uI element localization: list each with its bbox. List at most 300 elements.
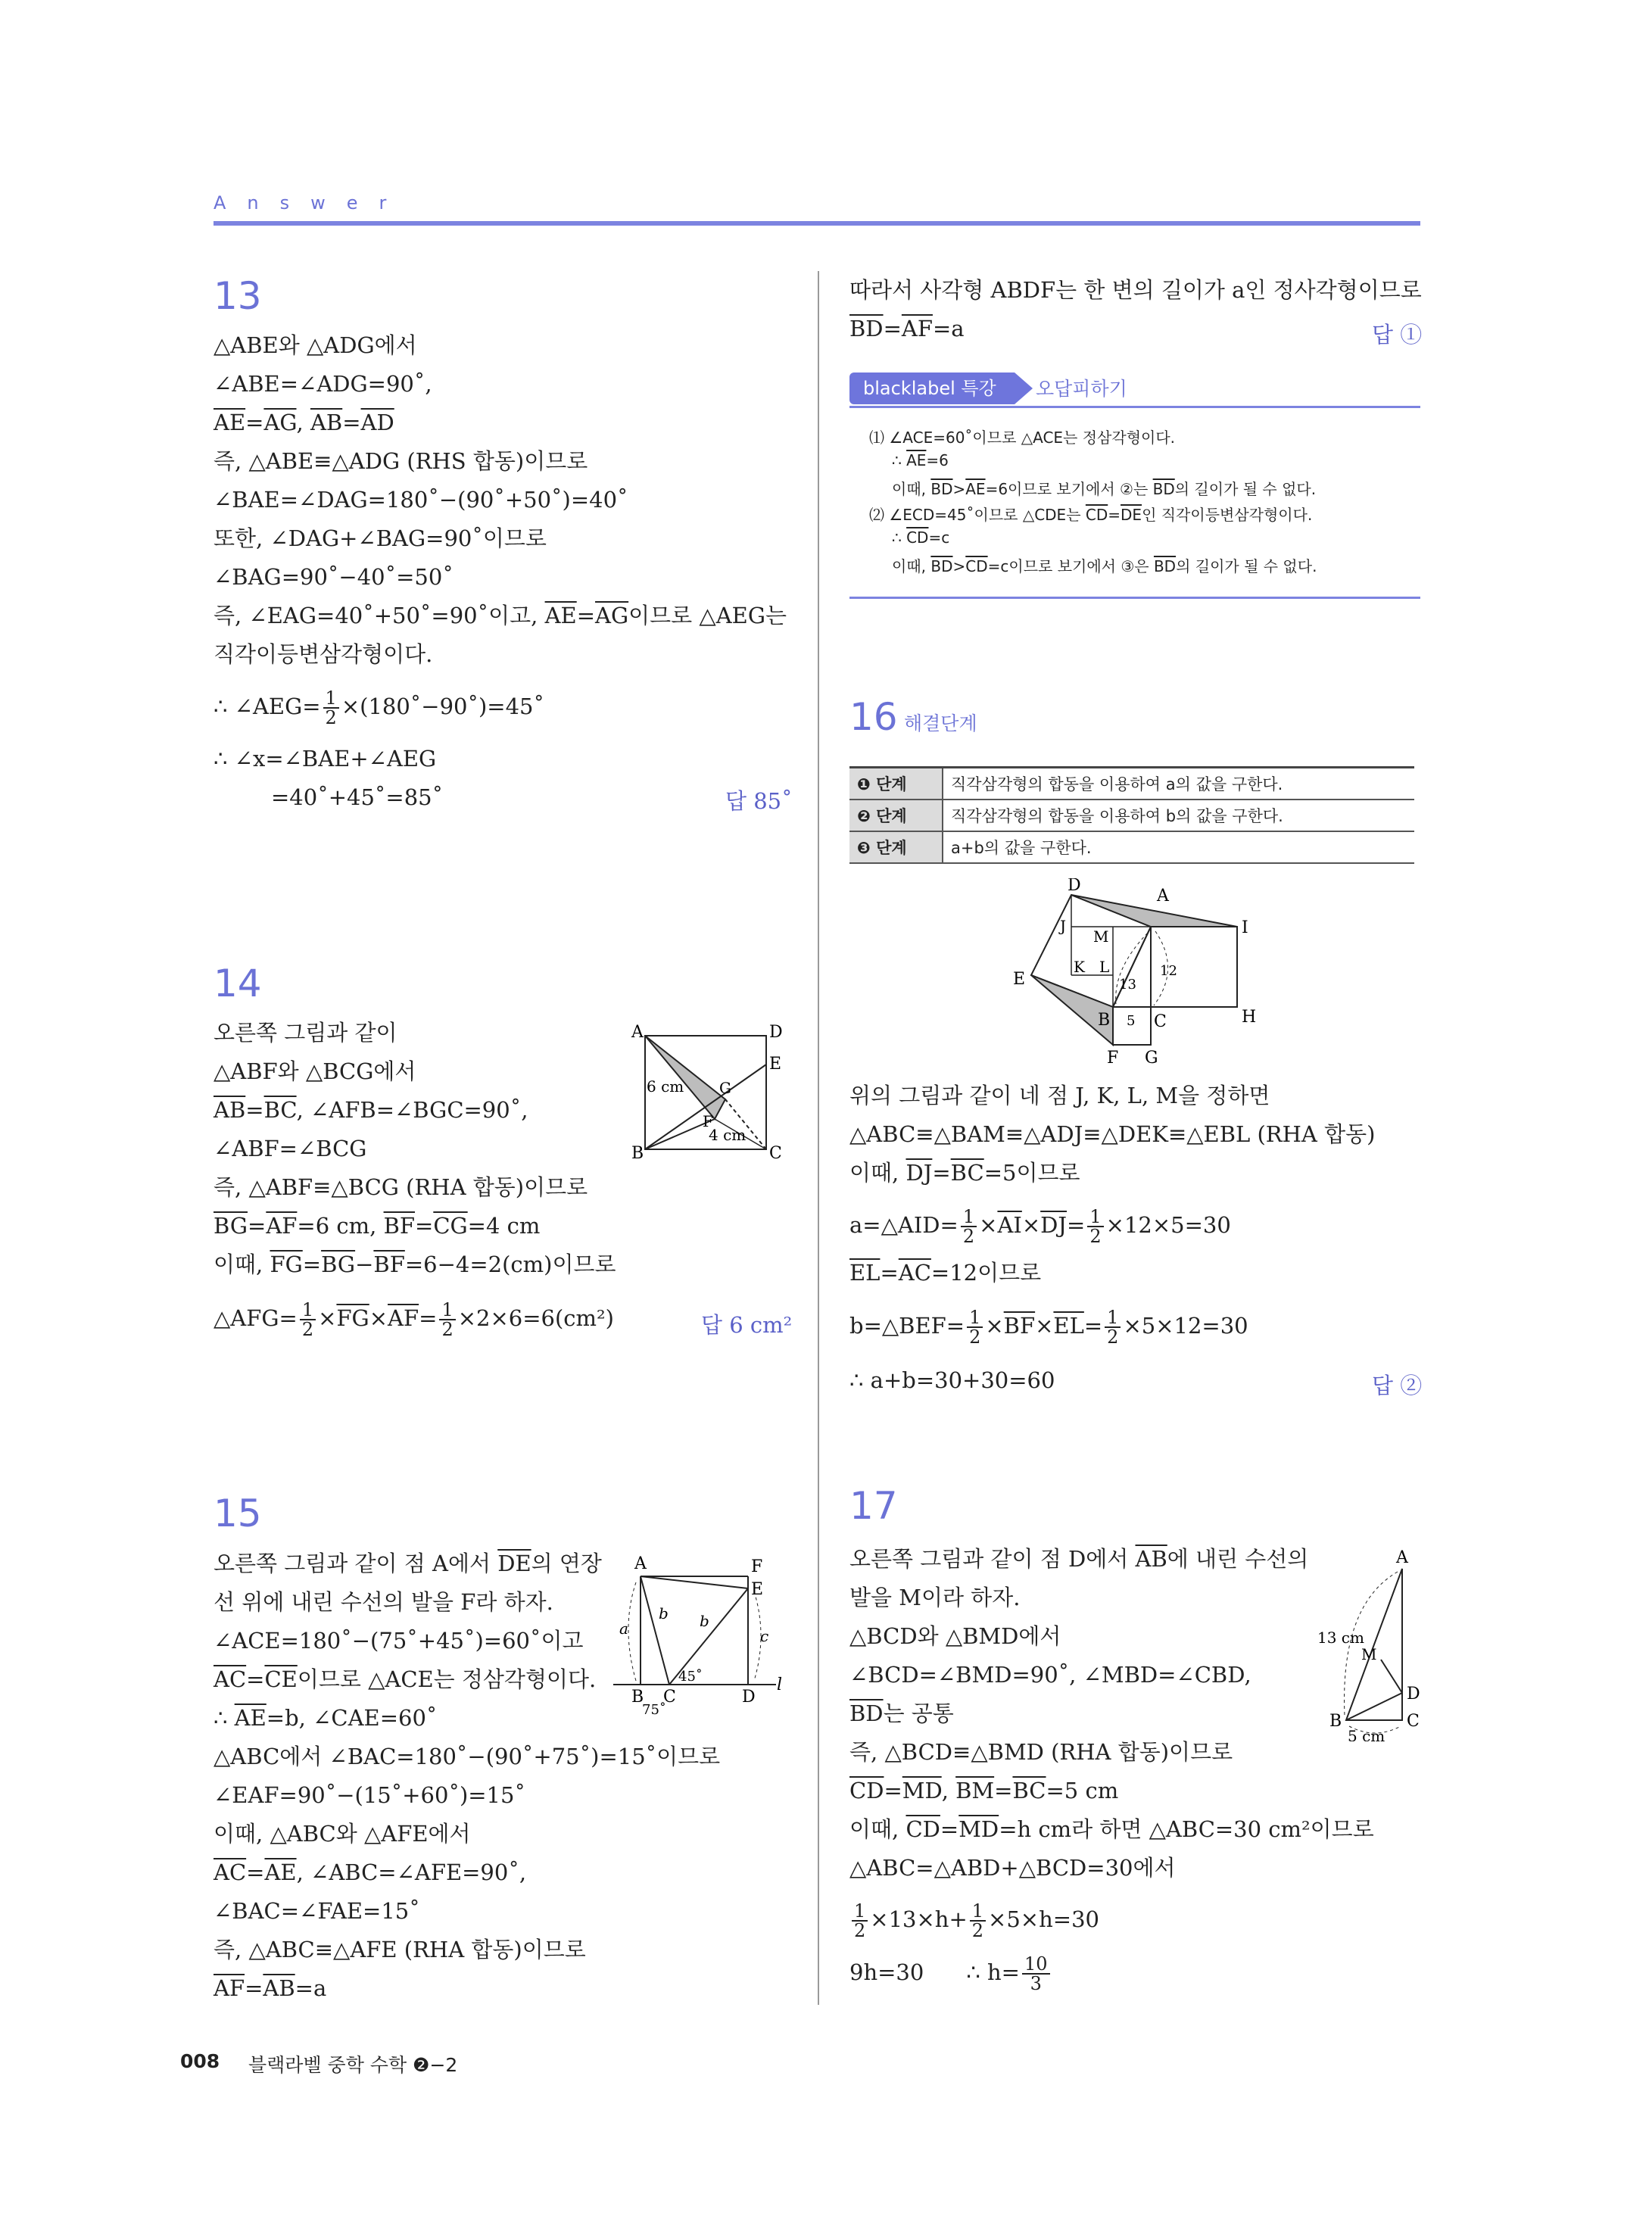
p13-line: ∠ABE=∠ADG=90˚, bbox=[214, 371, 432, 397]
text: =a bbox=[932, 316, 965, 341]
fraction bbox=[300, 1301, 316, 1339]
segment: $\overline{BD}$ bbox=[1152, 480, 1175, 498]
text: × bbox=[1035, 1313, 1054, 1339]
text: a=△AID= bbox=[849, 1212, 958, 1238]
label-a: A bbox=[1157, 887, 1169, 906]
segment: $\overline{AF}$ bbox=[214, 1975, 245, 2001]
segment: $\overline{DJ}$ bbox=[1040, 1212, 1068, 1238]
numerator: 1 bbox=[1087, 1208, 1103, 1227]
segment: $\overline{AE}$ bbox=[234, 1705, 267, 1731]
tab-arrow bbox=[1015, 372, 1033, 404]
text: 이때, bbox=[892, 557, 931, 575]
p15-line: 선 위에 내린 수선의 발을 F라 하자. bbox=[214, 1589, 553, 1615]
p16-line: ∴ a+b=30+30=60 bbox=[849, 1367, 1055, 1393]
numerator: 1 bbox=[852, 1902, 868, 1922]
tip-rule-top bbox=[849, 406, 1420, 408]
text: ∴ bbox=[214, 1705, 235, 1731]
text: b=△BEF= bbox=[849, 1313, 965, 1339]
p17-line: 즉, △BCD≡△BMD (RHA 합동)이므로 bbox=[849, 1739, 1233, 1765]
segment: $\overline{AB}$ bbox=[1135, 1546, 1167, 1572]
text: × bbox=[979, 1212, 998, 1238]
text: 9h=30 bbox=[849, 1959, 924, 1985]
segment: $\overline{BC}$ bbox=[950, 1160, 984, 1186]
segment: $\overline{BF}$ bbox=[383, 1213, 415, 1239]
fraction bbox=[961, 1208, 977, 1245]
text: 의 길이가 될 수 없다. bbox=[1176, 557, 1317, 575]
label-f: F bbox=[703, 1112, 713, 1130]
text: = bbox=[415, 1213, 434, 1239]
label-j: J bbox=[1060, 917, 1067, 935]
p17-line bbox=[849, 1699, 954, 1728]
text: = bbox=[248, 1213, 267, 1239]
label-5: 5 bbox=[1127, 1013, 1136, 1029]
label-g: G bbox=[1145, 1049, 1158, 1068]
label-4cm: 4 cm bbox=[709, 1126, 747, 1144]
p13-line: △ABE와 △ADG에서 bbox=[214, 332, 417, 358]
text: 오른쪽 그림과 같이 점 D에서 bbox=[849, 1546, 1136, 1572]
p15-line bbox=[214, 1549, 602, 1578]
segment: $\overline{EL}$ bbox=[1053, 1313, 1084, 1339]
p14-line bbox=[214, 1301, 614, 1339]
text: 이므로 △AEG는 bbox=[628, 603, 787, 628]
segment: $\overline{AB}$ bbox=[310, 410, 343, 435]
p15-line: 즉, △ABC≡△AFE (RHA 합동)이므로 bbox=[214, 1937, 586, 1962]
segment: $\overline{MD}$ bbox=[902, 1778, 942, 1803]
text: 이때, bbox=[849, 1816, 906, 1842]
segment: $\overline{DE}$ bbox=[497, 1551, 531, 1576]
text: = bbox=[940, 1816, 959, 1842]
label-a: A bbox=[634, 1554, 647, 1573]
label-13cm: 13 cm bbox=[1317, 1629, 1364, 1647]
text: = bbox=[576, 603, 596, 628]
text: > bbox=[952, 557, 966, 575]
label-6cm: 6 cm bbox=[647, 1077, 684, 1096]
right-line: 따라서 사각형 ABDF는 한 변의 길이가 a인 정사각형이므로 bbox=[849, 277, 1422, 303]
p16-line bbox=[849, 1308, 1248, 1346]
column-divider bbox=[818, 271, 819, 2005]
step-label: ❸ 단계 bbox=[849, 831, 943, 863]
label-b: B bbox=[631, 1144, 644, 1163]
text: 에 내린 수선의 bbox=[1167, 1546, 1309, 1572]
label-b2: b bbox=[700, 1612, 709, 1630]
step-text: 직각삼각형의 합동을 이용하여 a의 값을 구한다. bbox=[943, 768, 1414, 800]
answer-15: 답 ① bbox=[1372, 322, 1423, 348]
tip-rule-bottom bbox=[849, 597, 1420, 599]
segment: $\overline{AE}$ bbox=[544, 603, 577, 628]
p17-line: △ABC=△ABD+△BCD=30에서 bbox=[849, 1855, 1176, 1881]
label-e: E bbox=[751, 1580, 764, 1599]
label-d: D bbox=[1407, 1685, 1420, 1704]
label-75: 75˚ bbox=[642, 1702, 666, 1718]
label-l: L bbox=[1099, 958, 1110, 976]
label-a: A bbox=[631, 1023, 644, 1042]
segment: $\overline{MD}$ bbox=[958, 1816, 999, 1842]
segment: $\overline{AF}$ bbox=[266, 1213, 298, 1239]
label-l: l bbox=[777, 1675, 783, 1694]
problem-number-13: 13 bbox=[214, 274, 262, 318]
p17-line: 발을 M이라 하자. bbox=[849, 1585, 1021, 1610]
problem-number-14: 14 bbox=[214, 962, 262, 1005]
p16-line: △ABC≡△BAM≡△ADJ≡△DEK≡△EBL (RHA 합동) bbox=[849, 1121, 1376, 1147]
text: 이때, bbox=[849, 1160, 906, 1186]
label-b: B bbox=[1329, 1712, 1342, 1731]
segment: $\overline{AD}$ bbox=[360, 410, 394, 435]
text: = bbox=[245, 410, 264, 435]
text: =5이므로 bbox=[983, 1160, 1080, 1186]
segment: $\overline{CG}$ bbox=[433, 1213, 468, 1239]
step-row bbox=[849, 831, 1414, 863]
numerator: 1 bbox=[300, 1301, 316, 1320]
label-k: K bbox=[1074, 958, 1085, 976]
figure-15 bbox=[606, 1552, 787, 1719]
fraction bbox=[970, 1902, 986, 1940]
segment: $\overline{BC}$ bbox=[1012, 1778, 1046, 1803]
p17-line: ∠BCD=∠BMD=90˚, ∠MBD=∠CBD, bbox=[849, 1662, 1251, 1688]
fraction bbox=[439, 1301, 455, 1339]
segment: $\overline{BG}$ bbox=[321, 1252, 356, 1277]
p13-line: ∠BAE=∠DAG=180˚−(90˚+50˚)=40˚ bbox=[214, 487, 628, 513]
text: , bbox=[941, 1778, 956, 1803]
denominator: 3 bbox=[1030, 1973, 1042, 1994]
segment: $\overline{CD}$ bbox=[849, 1778, 884, 1803]
p17-line bbox=[849, 1545, 1308, 1573]
p14-line bbox=[214, 1211, 540, 1240]
p15-line: ∠EAF=90˚−(15˚+60˚)=15˚ bbox=[214, 1782, 525, 1808]
label-e: E bbox=[1013, 970, 1026, 989]
p15-line: 이때, △ABC와 △AFE에서 bbox=[214, 1821, 471, 1847]
segment: $\overline{AB}$ bbox=[263, 1975, 295, 2001]
problem-number-16: 16 bbox=[849, 695, 898, 739]
text: ×13×h+ bbox=[870, 1906, 968, 1932]
text: =6 bbox=[926, 451, 949, 469]
p13-line: ∠BAG=90˚−40˚=50˚ bbox=[214, 564, 454, 590]
p13-line: ∴ ∠x=∠BAE+∠AEG bbox=[214, 746, 437, 771]
text: =6−4=2(cm)이므로 bbox=[404, 1252, 616, 1277]
figure-14 bbox=[621, 1015, 787, 1166]
p17-line bbox=[849, 1815, 1374, 1844]
segment: $\overline{AE}$ bbox=[965, 480, 986, 498]
text: = bbox=[1108, 506, 1121, 524]
text: = bbox=[342, 410, 361, 435]
label-f: F bbox=[1107, 1049, 1119, 1068]
segment: $\overline{AE}$ bbox=[906, 451, 927, 469]
p14-line: 오른쪽 그림과 같이 bbox=[214, 1020, 397, 1046]
segment-ac bbox=[641, 1576, 669, 1685]
numerator: 1 bbox=[961, 1208, 977, 1227]
text: = bbox=[932, 1160, 951, 1186]
p13-line: 직각이등변삼각형이다. bbox=[214, 641, 433, 667]
p16-line bbox=[849, 1258, 1041, 1287]
segment: $\overline{BD}$ bbox=[849, 316, 884, 341]
header-rule bbox=[214, 221, 1420, 226]
label-c: C bbox=[769, 1144, 782, 1163]
triangle-bef bbox=[1031, 975, 1113, 1045]
numerator: 1 bbox=[1105, 1308, 1121, 1328]
p13-line: 또한, ∠DAG+∠BAG=90˚이므로 bbox=[214, 525, 547, 551]
label-g: G bbox=[719, 1079, 731, 1097]
text: ∴ bbox=[892, 451, 907, 469]
numerator: 1 bbox=[970, 1902, 986, 1922]
text: = bbox=[880, 1260, 899, 1286]
text: = bbox=[419, 1305, 438, 1331]
text: 즉, ∠EAG=40˚+50˚=90˚이고, bbox=[214, 603, 545, 628]
text: − bbox=[355, 1252, 374, 1277]
p13-line bbox=[214, 408, 394, 437]
label-d: D bbox=[742, 1688, 756, 1707]
segment: $\overline{AB}$ bbox=[214, 1097, 246, 1123]
p15-line bbox=[214, 1665, 596, 1694]
label-b: B bbox=[1098, 1011, 1111, 1030]
denominator: 2 bbox=[962, 1226, 975, 1247]
text: =a bbox=[295, 1975, 327, 2001]
segment: $\overline{EL}$ bbox=[849, 1260, 881, 1286]
step-row bbox=[849, 768, 1414, 800]
label-i: I bbox=[1242, 918, 1248, 937]
label-c: C bbox=[1154, 1012, 1167, 1031]
text: ×12×5=30 bbox=[1105, 1212, 1231, 1238]
denominator: 2 bbox=[301, 1319, 314, 1340]
text: = bbox=[245, 1097, 264, 1123]
segment: $\overline{CD}$ bbox=[965, 557, 988, 575]
label-c-len: c bbox=[760, 1627, 769, 1645]
p13-line bbox=[214, 689, 544, 727]
tip-line bbox=[892, 451, 949, 469]
p14-line bbox=[214, 1096, 528, 1124]
step-label: ❶ 단계 bbox=[849, 768, 943, 800]
numerator: 10 bbox=[1022, 1955, 1050, 1975]
text: = bbox=[245, 1975, 263, 2001]
text: =6 cm, bbox=[297, 1213, 384, 1239]
page-number: 008 bbox=[180, 2050, 220, 2072]
tip-line bbox=[892, 528, 949, 547]
text: = bbox=[883, 316, 902, 341]
segment: $\overline{AE}$ bbox=[214, 410, 246, 435]
text: 이때, bbox=[892, 480, 931, 498]
text: ∴ h= bbox=[966, 1959, 1020, 1985]
text: =5 cm bbox=[1046, 1778, 1119, 1803]
segment: $\overline{DE}$ bbox=[1121, 506, 1142, 524]
answer-13: 답 85˚ bbox=[725, 788, 793, 814]
label-d: D bbox=[769, 1023, 783, 1042]
segment-md bbox=[1381, 1660, 1402, 1693]
segment: $\overline{BD}$ bbox=[849, 1700, 884, 1726]
fraction bbox=[967, 1308, 983, 1346]
p13-line bbox=[214, 601, 787, 630]
denominator: 2 bbox=[971, 1920, 984, 1941]
label-5cm: 5 cm bbox=[1348, 1727, 1385, 1741]
p17-line bbox=[849, 1955, 1052, 1993]
label-m: M bbox=[1093, 927, 1109, 946]
segment: $\overline{BD}$ bbox=[930, 480, 953, 498]
text: > bbox=[952, 480, 966, 498]
fraction bbox=[1105, 1308, 1121, 1346]
p13-line: =40˚+45˚=85˚ bbox=[271, 784, 444, 810]
p14-line bbox=[214, 1250, 616, 1279]
text: 의 길이가 될 수 없다. bbox=[1174, 480, 1317, 498]
p16-line bbox=[849, 1208, 1231, 1245]
text: =c이므로 보기에서 ③은 bbox=[987, 557, 1154, 575]
fraction bbox=[1022, 1955, 1050, 1993]
segment: $\overline{AC}$ bbox=[214, 1666, 247, 1692]
text: 오른쪽 그림과 같이 점 A에서 bbox=[214, 1551, 498, 1576]
fraction bbox=[1087, 1208, 1103, 1245]
p15-line bbox=[214, 1858, 526, 1887]
answer-16: 답 ② bbox=[1372, 1373, 1423, 1398]
label-a-len: a bbox=[619, 1619, 628, 1638]
text: =b, ∠CAE=60˚ bbox=[266, 1705, 438, 1731]
p15-line: ∠BAC=∠FAE=15˚ bbox=[214, 1898, 420, 1924]
p15-line bbox=[214, 1974, 326, 2003]
section-header: Answer bbox=[214, 192, 408, 214]
segment: $\overline{AG}$ bbox=[263, 410, 297, 435]
tip-title: 오답피하기 bbox=[1036, 378, 1127, 400]
text: = bbox=[994, 1778, 1013, 1803]
text: , bbox=[296, 410, 310, 435]
p16-subtitle: 해결단계 bbox=[904, 712, 977, 734]
text: = bbox=[302, 1252, 322, 1277]
denominator: 2 bbox=[969, 1326, 981, 1348]
denominator: 2 bbox=[1107, 1326, 1119, 1348]
label-e: E bbox=[769, 1055, 782, 1074]
fraction bbox=[323, 689, 339, 727]
segment: $\overline{BF}$ bbox=[373, 1252, 405, 1277]
segment: $\overline{CD}$ bbox=[906, 528, 929, 547]
segment: $\overline{BF}$ bbox=[1003, 1313, 1036, 1339]
segment: $\overline{AI}$ bbox=[997, 1212, 1022, 1238]
label-c: C bbox=[663, 1688, 676, 1707]
denominator: 2 bbox=[1089, 1226, 1102, 1247]
text: = bbox=[884, 1778, 902, 1803]
text: ⑵ ∠ECD=45˚이므로 △CDE는 bbox=[869, 506, 1086, 524]
segment: $\overline{AF}$ bbox=[901, 316, 933, 341]
numerator: 1 bbox=[323, 689, 339, 709]
text: ×5×h=30 bbox=[988, 1906, 1099, 1932]
p15-line bbox=[214, 1704, 437, 1732]
denominator: 2 bbox=[325, 707, 337, 728]
text: × bbox=[369, 1305, 388, 1331]
text: = bbox=[246, 1859, 265, 1885]
text: =4 cm bbox=[467, 1213, 541, 1239]
p16-line bbox=[849, 1158, 1080, 1187]
segment: $\overline{BD}$ bbox=[1153, 557, 1177, 575]
segment: $\overline{AC}$ bbox=[214, 1859, 247, 1885]
text: 이때, bbox=[214, 1252, 270, 1277]
label-a: A bbox=[1396, 1548, 1408, 1567]
text: =6이므로 보기에서 ②는 bbox=[985, 480, 1153, 498]
segment: $\overline{FG}$ bbox=[270, 1252, 303, 1277]
label-d: D bbox=[1068, 878, 1081, 895]
numerator: 1 bbox=[967, 1308, 983, 1328]
blacklabel-tab: blacklabel 특강 bbox=[849, 372, 1015, 404]
segment: $\overline{BC}$ bbox=[263, 1097, 297, 1123]
text: △AFG= bbox=[214, 1305, 298, 1331]
figure-17 bbox=[1317, 1545, 1431, 1741]
text: × bbox=[318, 1305, 337, 1331]
triangle-aid bbox=[1071, 895, 1237, 927]
arc-a bbox=[628, 1582, 636, 1681]
text: ×2×6=6(cm²) bbox=[457, 1305, 614, 1331]
segment: $\overline{AC}$ bbox=[898, 1260, 931, 1286]
p14-line: 즉, △ABF≡△BCG (RHA 합동)이므로 bbox=[214, 1174, 588, 1200]
text: , ∠ABC=∠AFE=90˚, bbox=[296, 1859, 527, 1885]
text: ×(180˚−90˚)=45˚ bbox=[341, 694, 545, 719]
figure-16 bbox=[999, 878, 1257, 1075]
segment: $\overline{AG}$ bbox=[595, 603, 629, 628]
tip-line: ⑴ ∠ACE=60˚이므로 △ACE는 정삼각형이다. bbox=[869, 429, 1176, 447]
label-12: 12 bbox=[1160, 963, 1177, 979]
p17-line bbox=[849, 1776, 1118, 1805]
p14-line: △ABF와 △BCG에서 bbox=[214, 1058, 416, 1084]
problem-number-17: 17 bbox=[849, 1484, 898, 1528]
text: 이므로 △ACE는 정삼각형이다. bbox=[297, 1666, 597, 1692]
tip-line bbox=[869, 503, 1312, 525]
text: 의 연장 bbox=[531, 1551, 602, 1576]
text: = bbox=[246, 1666, 265, 1692]
text: × bbox=[1021, 1212, 1041, 1238]
segment: $\overline{AE}$ bbox=[264, 1859, 297, 1885]
segment: $\overline{BD}$ bbox=[930, 557, 953, 575]
segment-ae bbox=[641, 1576, 748, 1588]
p15-line: △ABC에서 ∠BAC=180˚−(90˚+75˚)=15˚이므로 bbox=[214, 1744, 721, 1769]
denominator: 2 bbox=[441, 1319, 454, 1340]
text: =c bbox=[928, 528, 950, 547]
label-c: C bbox=[1407, 1712, 1420, 1731]
text: 는 공통 bbox=[883, 1700, 954, 1726]
step-text: 직각삼각형의 합동을 이용하여 b의 값을 구한다. bbox=[943, 800, 1414, 831]
label-b: B bbox=[631, 1688, 644, 1707]
text: ∴ bbox=[892, 528, 907, 547]
segment: $\overline{AF}$ bbox=[388, 1305, 419, 1331]
segment: $\overline{CE}$ bbox=[264, 1666, 298, 1692]
denominator: 2 bbox=[854, 1920, 866, 1941]
step-text: a+b의 값을 구한다. bbox=[943, 831, 1414, 863]
answer-14: 답 6 cm² bbox=[701, 1312, 793, 1338]
p17-line: △BCD와 △BMD에서 bbox=[849, 1623, 1061, 1649]
steps-table bbox=[849, 766, 1414, 864]
segment: $\overline{CD}$ bbox=[905, 1816, 940, 1842]
numerator: 1 bbox=[439, 1301, 455, 1320]
text: × bbox=[985, 1313, 1004, 1339]
text: = bbox=[1083, 1313, 1103, 1339]
step-row bbox=[849, 800, 1414, 831]
p17-line bbox=[849, 1902, 1099, 1940]
text: , ∠AFB=∠BGC=90˚, bbox=[296, 1097, 528, 1123]
text: ∴ ∠AEG= bbox=[214, 694, 321, 719]
problem-number-15: 15 bbox=[214, 1492, 262, 1535]
tip-line bbox=[892, 554, 1317, 576]
text: = bbox=[1067, 1212, 1086, 1238]
text: =h cm라 하면 △ABC=30 cm²이므로 bbox=[999, 1816, 1374, 1842]
text: 인 직각이등변삼각형이다. bbox=[1142, 506, 1313, 524]
label-f: F bbox=[751, 1557, 763, 1576]
step-label: ❷ 단계 bbox=[849, 800, 943, 831]
text: =12이므로 bbox=[930, 1260, 1042, 1286]
fraction bbox=[852, 1902, 868, 1940]
p14-line: ∠ABF=∠BCG bbox=[214, 1136, 367, 1161]
text: ×5×12=30 bbox=[1123, 1313, 1248, 1339]
label-13: 13 bbox=[1119, 977, 1136, 993]
label-45: 45˚ bbox=[678, 1669, 703, 1685]
p13-line: 즉, △ABE≡△ADG (RHS 합동)이므로 bbox=[214, 448, 588, 474]
p16-line: 위의 그림과 같이 네 점 J, K, L, M을 정하면 bbox=[849, 1083, 1270, 1108]
segment: $\overline{DJ}$ bbox=[905, 1160, 933, 1186]
label-h: H bbox=[1242, 1008, 1257, 1027]
segment: $\overline{BM}$ bbox=[955, 1778, 995, 1803]
label-b1: b bbox=[659, 1604, 669, 1622]
segment: $\overline{CD}$ bbox=[1085, 506, 1108, 524]
p15-line: ∠ACE=180˚−(75˚+45˚)=60˚이고 bbox=[214, 1628, 584, 1654]
label-m: M bbox=[1361, 1645, 1377, 1663]
